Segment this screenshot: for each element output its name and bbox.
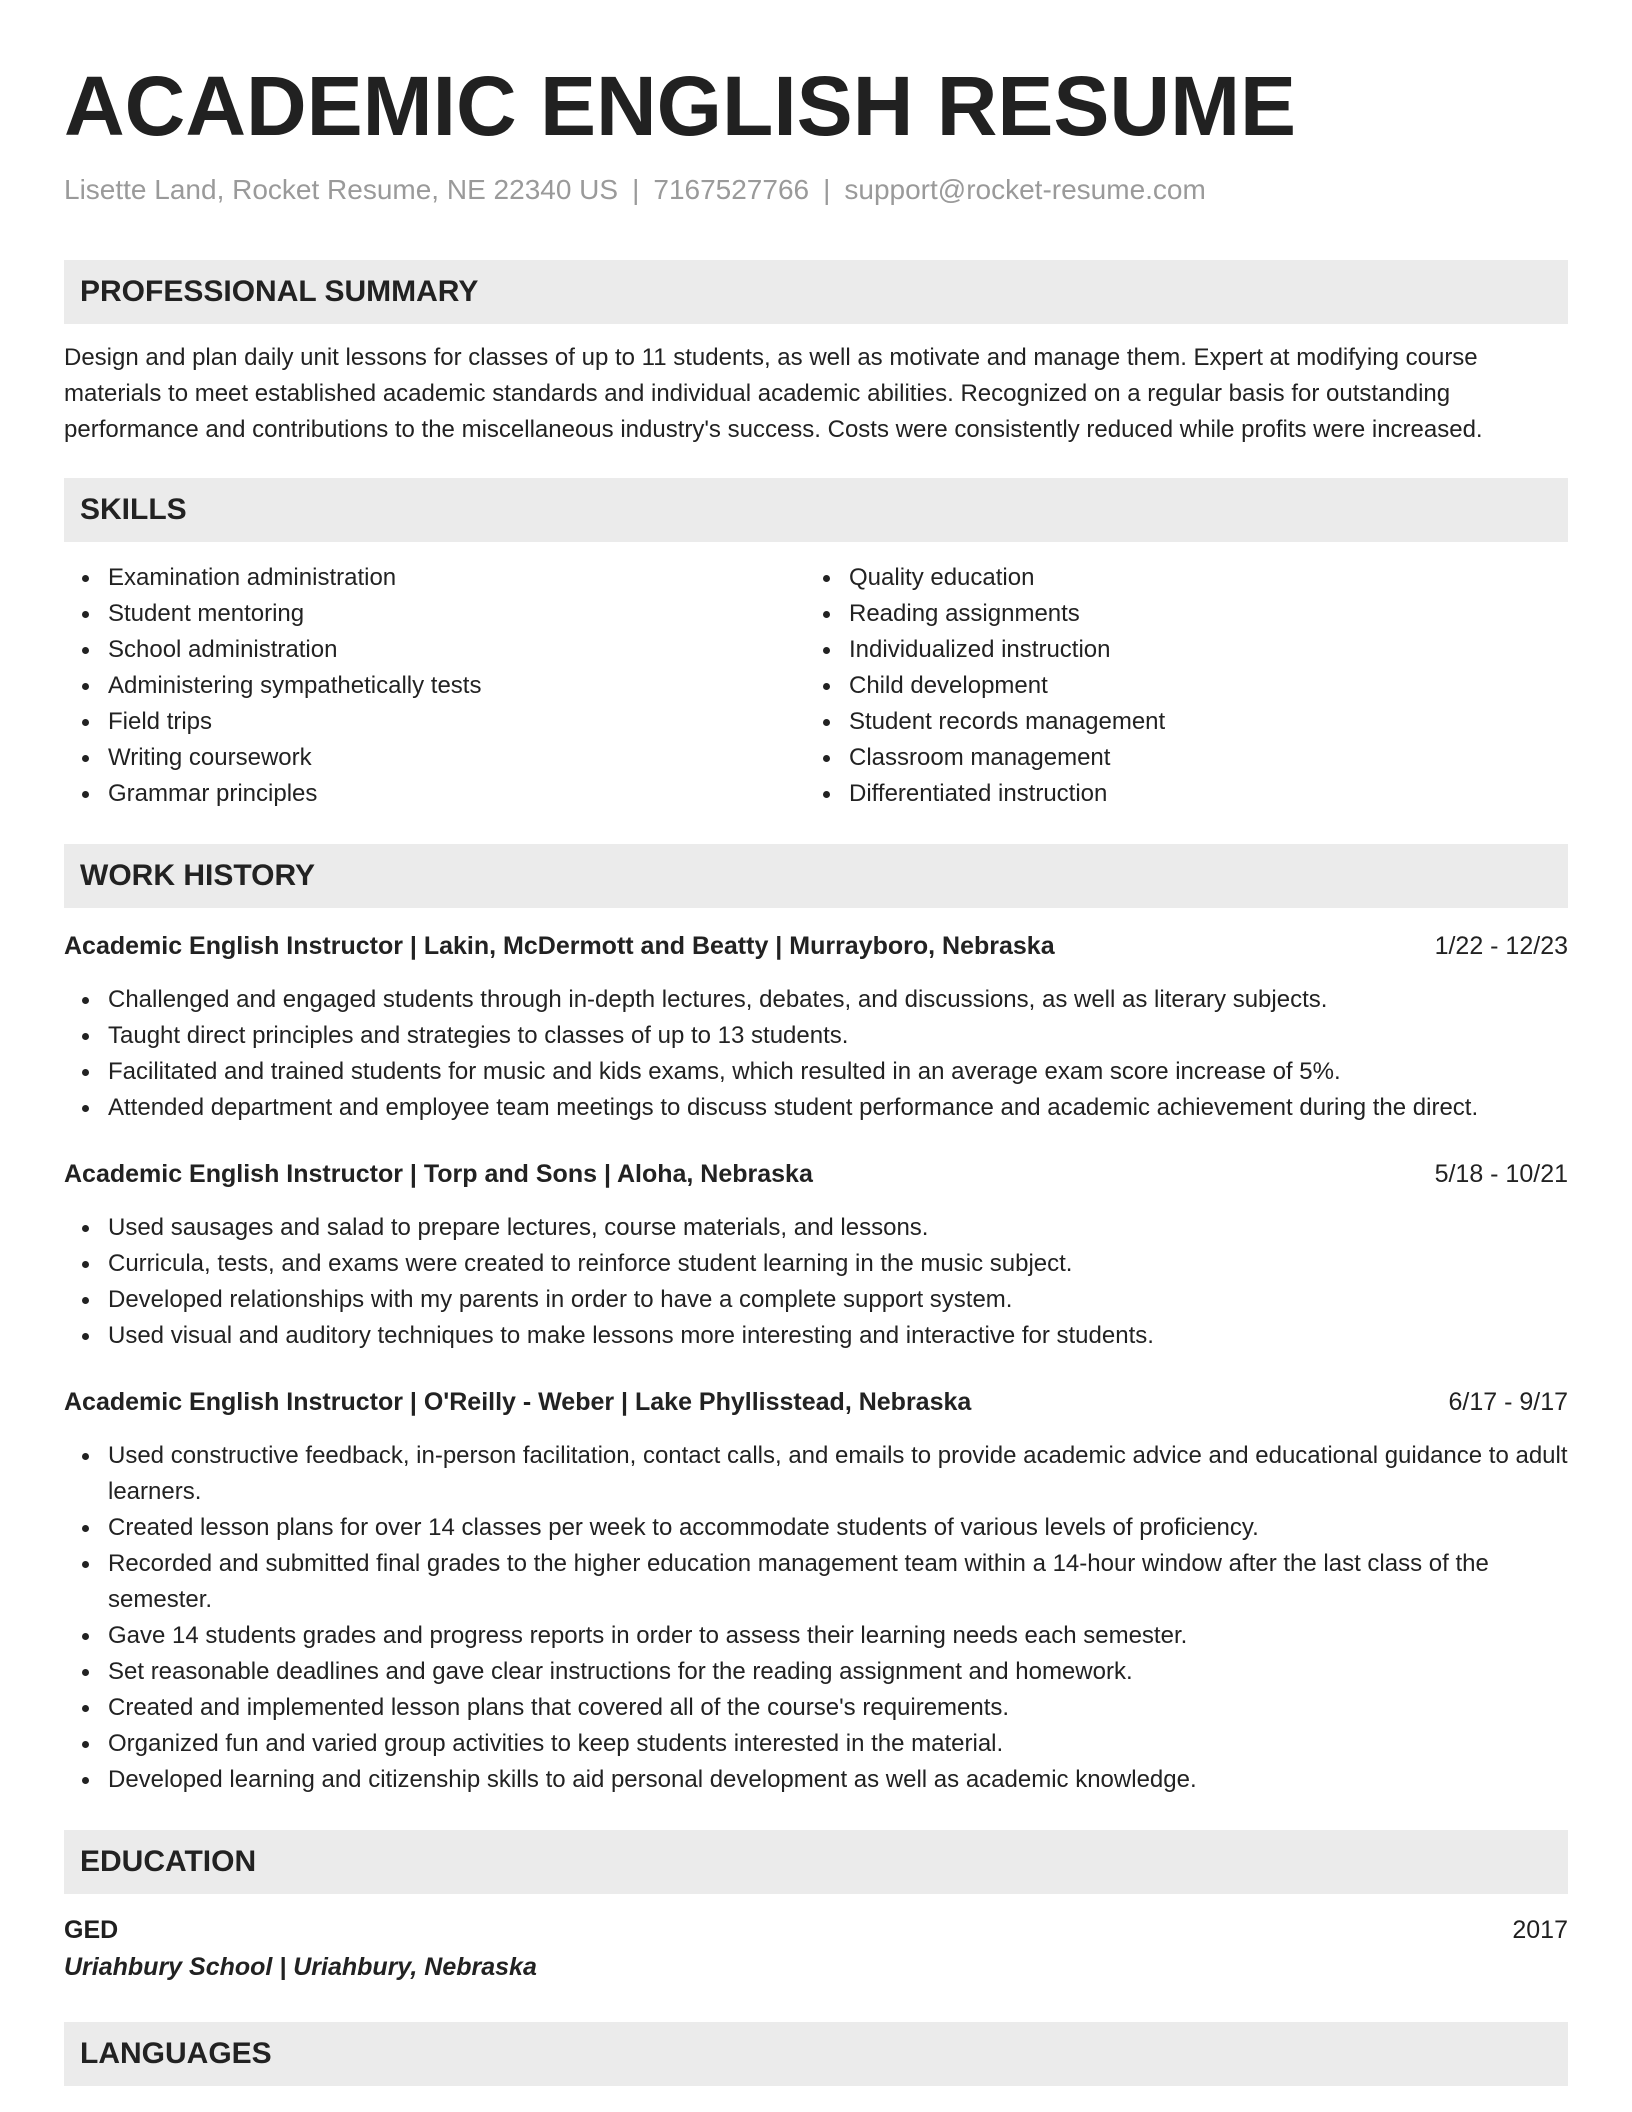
skill-item: Student mentoring (64, 596, 805, 632)
skills-column-right (805, 560, 1546, 812)
skill-item: Grammar principles (64, 776, 805, 812)
job-bullets (64, 1210, 1568, 1354)
section-header-languages: LANGUAGES (64, 2022, 1568, 2086)
skill-item: Quality education (805, 560, 1546, 596)
skill-item: Classroom management (805, 740, 1546, 776)
job-bullet: Taught direct principles and strategies to classes of up to 13 students. (64, 1018, 1568, 1054)
contact-phone: 7167527766 (653, 174, 810, 205)
contact-separator: | (632, 174, 640, 205)
education-heading (64, 1912, 1568, 1948)
job-heading (64, 1156, 1568, 1192)
section-header-work-history: WORK HISTORY (64, 844, 1568, 908)
skill-item: Administering sympathetically tests (64, 668, 805, 704)
resume-title: ACADEMIC ENGLISH RESUME (64, 59, 1297, 153)
skill-item: Individualized instruction (805, 632, 1546, 668)
job-entry (64, 1384, 1568, 1798)
job-entry (64, 928, 1568, 1126)
skill-item: Examination administration (64, 560, 805, 596)
job-dates: 5/18 - 10/21 (1434, 1160, 1568, 1188)
section-header-education: EDUCATION (64, 1830, 1568, 1894)
job-title: Academic English Instructor | O'Reilly - Weber | Lake Phyllisstead, Nebraska (64, 1388, 972, 1416)
job-bullet: Set reasonable deadlines and gave clear instructions for the reading assignment and homework. (64, 1654, 1568, 1690)
job-bullet: Curricula, tests, and exams were created to reinforce student learning in the music subject. (64, 1246, 1568, 1282)
job-bullet: Recorded and submitted final grades to the higher education management team within a 14-hour window after the last class of the semester. (64, 1546, 1568, 1618)
job-heading (64, 928, 1568, 964)
job-bullet: Used constructive feedback, in-person facilitation, contact calls, and emails to provide academic advice and educational guidance to adult learners. (64, 1438, 1568, 1510)
job-bullets (64, 1438, 1568, 1798)
job-entry (64, 1156, 1568, 1354)
skill-item: Differentiated instruction (805, 776, 1546, 812)
job-dates: 6/17 - 9/17 (1448, 1388, 1568, 1416)
job-bullet: Gave 14 students grades and progress reports in order to assess their learning needs each semester. (64, 1618, 1568, 1654)
education-entry (64, 1912, 1568, 1986)
job-bullet: Facilitated and trained students for music and kids exams, which resulted in an average exam score increase of 5%. (64, 1054, 1568, 1090)
skills-column-left (64, 560, 805, 812)
section-header-skills: SKILLS (64, 478, 1568, 542)
job-title: Academic English Instructor | Lakin, McDermott and Beatty | Murrayboro, Nebraska (64, 932, 1055, 960)
skill-item: Reading assignments (805, 596, 1546, 632)
contact-email: support@rocket-resume.com (844, 174, 1206, 205)
skill-item: Writing coursework (64, 740, 805, 776)
job-bullet: Attended department and employee team meetings to discuss student performance and academic achievement during the direct. (64, 1090, 1568, 1126)
job-bullet: Organized fun and varied group activities to keep students interested in the material. (64, 1726, 1568, 1762)
contact-separator: | (823, 174, 831, 205)
contact-address: Lisette Land, Rocket Resume, NE 22340 US (64, 174, 619, 205)
skill-item: Child development (805, 668, 1546, 704)
education-school: Uriahbury School | Uriahbury, Nebraska (64, 1953, 537, 1981)
job-bullet: Challenged and engaged students through in-depth lectures, debates, and discussions, as well as literary subjects. (64, 982, 1568, 1018)
job-bullet: Used visual and auditory techniques to make lessons more interesting and interactive for students. (64, 1318, 1568, 1354)
skill-item: Field trips (64, 704, 805, 740)
education-year: 2017 (1512, 1916, 1568, 1944)
education-degree: GED (64, 1916, 119, 1944)
job-bullet: Developed learning and citizenship skills to aid personal development as well as academic knowledge. (64, 1762, 1568, 1798)
job-bullet: Created and implemented lesson plans that covered all of the course's requirements. (64, 1690, 1568, 1726)
section-header-summary: PROFESSIONAL SUMMARY (64, 260, 1568, 324)
skill-item: School administration (64, 632, 805, 668)
contact-line (64, 170, 1568, 210)
job-heading (64, 1384, 1568, 1420)
job-bullet: Developed relationships with my parents in order to have a complete support system. (64, 1282, 1568, 1318)
summary-text: Design and plan daily unit lessons for classes of up to 11 students, as well as motivate and manage them. Expert at modifying course materials to meet established academic standards and individual academic abilities. Recognized on a regular basis for outstanding performance and contributions to the miscellaneous industry's success. Costs were consistently reduced while profits were increased. (64, 344, 1483, 443)
job-bullets (64, 982, 1568, 1126)
skills-list (64, 560, 1568, 812)
job-title: Academic English Instructor | Torp and Sons | Aloha, Nebraska (64, 1160, 813, 1188)
job-bullet: Used sausages and salad to prepare lectures, course materials, and lessons. (64, 1210, 1568, 1246)
job-dates: 1/22 - 12/23 (1434, 932, 1568, 960)
skill-item: Student records management (805, 704, 1546, 740)
job-bullet: Created lesson plans for over 14 classes per week to accommodate students of various levels of proficiency. (64, 1510, 1568, 1546)
